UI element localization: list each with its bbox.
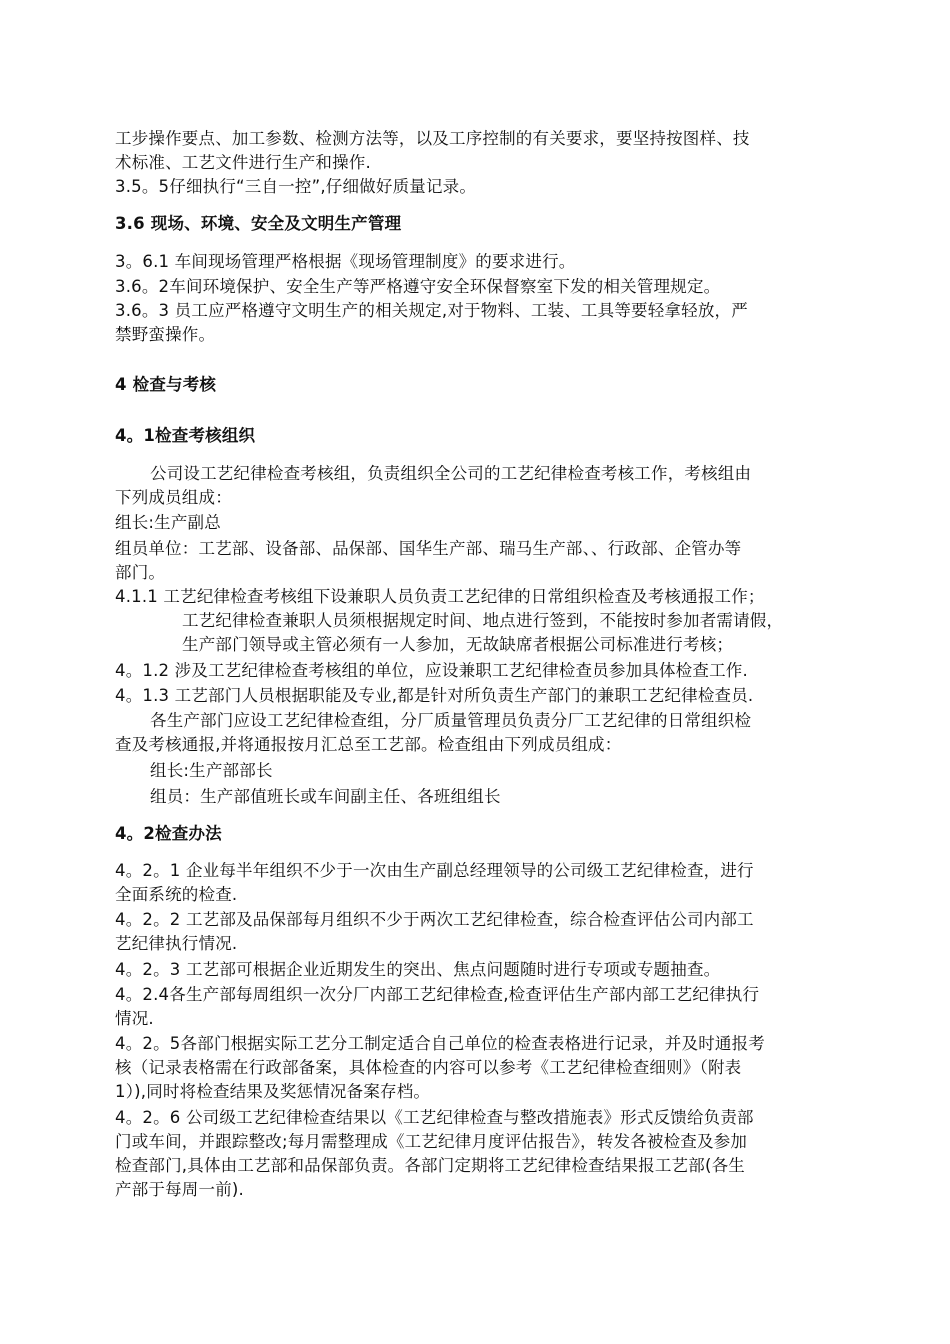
body-text-line: 术标准、工艺文件进行生产和操作. [115,153,371,172]
body-text-line: 产部于每周一前). [115,1180,244,1199]
body-text-line: 部门。 [115,563,166,582]
body-text-line: 全面系统的检查. [115,885,238,904]
body-text-line: 4。1.3 工艺部门人员根据职能及专业,都是针对所负责生产部门的兼职工艺纪律检查员. [115,686,754,705]
section-heading-4: 4 检查与考核 [115,375,217,394]
body-text-line: 核（记录表格需在行政部备案，具体检查的内容可以参考《工艺纪律检查细则》（附表 [115,1058,742,1077]
body-text-line: 下列成员组成： [115,488,232,507]
body-text-line: 各生产部门应设工艺纪律检查组，分厂质量管理员负责分厂工艺纪律的日常组织检 [150,711,752,730]
section-heading-4-1: 4。1检查考核组织 [115,426,256,445]
body-text-line: 4。2。6 公司级工艺纪律检查结果以《工艺纪律检查与整改措施表》形式反馈给负责部 [115,1108,754,1127]
body-text-line: 公司设工艺纪律检查考核组，负责组织全公司的工艺纪律检查考核工作，考核组由 [150,464,752,483]
body-text-line: 情况. [115,1009,154,1028]
section-heading-4-2: 4。2检查办法 [115,824,222,843]
body-text-line: 4.1.1 工艺纪律检查考核组下设兼职人员负责工艺纪律的日常组织检查及考核通报工作； [115,587,765,606]
body-text-line: 门或车间，并跟踪整改;每月需整理成《工艺纪律月度评估报告》，转发各被检查及参加 [115,1132,748,1151]
body-text-line: 组员：生产部值班长或车间副主任、各班组组长 [150,787,501,806]
body-text-line: 3。6.1 车间现场管理严格根据《现场管理制度》的要求进行。 [115,252,576,271]
body-text-line: 4。2。2 工艺部及品保部每月组织不少于两次工艺纪律检查，综合检查评估公司内部工 [115,910,754,929]
body-text-line: 艺纪律执行情况. [115,934,238,953]
body-text-line: 组长:生产副总 [115,513,221,532]
body-text-line: 4。1.2 涉及工艺纪律检查考核组的单位，应设兼职工艺纪律检查员参加具体检查工作. [115,661,748,680]
body-text-line: 组员单位：工艺部、设备部、品保部、国华生产部、瑞马生产部、、行政部、企管办等 [115,539,742,558]
body-text-line: 生产部门领导或主管必须有一人参加，无故缺席者根据公司标准进行考核； [182,635,734,654]
body-text-line: 4。2。3 工艺部可根据企业近期发生的突出、焦点问题随时进行专项或专题抽查。 [115,960,721,979]
body-text-line: 4。2。1 企业每半年组织不少于一次由生产副总经理领导的公司级工艺纪律检查，进行 [115,861,754,880]
body-text-line: 4。2。5各部门根据实际工艺分工制定适合自己单位的检查表格进行记录，并及时通报考 [115,1034,765,1053]
body-text-line: 检查部门,具体由工艺部和品保部负责。各部门定期将工艺纪律检查结果报工艺部(各生 [115,1156,745,1175]
body-text-line: 查及考核通报,并将通报按月汇总至工艺部。检查组由下列成员组成： [115,735,622,754]
body-text-line: 禁野蛮操作。 [115,325,216,344]
body-text-line: 1）),同时将检查结果及奖惩情况备案存档。 [115,1082,431,1101]
body-text-line: 工艺纪律检查兼职人员须根据规定时间、地点进行签到，不能按时参加者需请假， [182,611,784,630]
section-heading-3-6: 3.6 现场、环境、安全及文明生产管理 [115,214,402,233]
body-text-line: 3.6。3 员工应严格遵守文明生产的相关规定,对于物料、工装、工具等要轻拿轻放，严 [115,301,748,320]
body-text-line: 组长:生产部部长 [150,761,273,780]
body-text-line: 工步操作要点、加工参数、检测方法等，以及工序控制的有关要求，要坚持按图样、技 [115,129,750,148]
body-text-line: 4。2.4各生产部每周组织一次分厂内部工艺纪律检查,检查评估生产部内部工艺纪律执行 [115,985,760,1004]
body-text-line: 3.6。2车间环境保护、安全生产等严格遵守安全环保督察室下发的相关管理规定。 [115,277,721,296]
body-text-line: 3.5。5仔细执行“三自一控”,仔细做好质量记录。 [115,177,477,196]
